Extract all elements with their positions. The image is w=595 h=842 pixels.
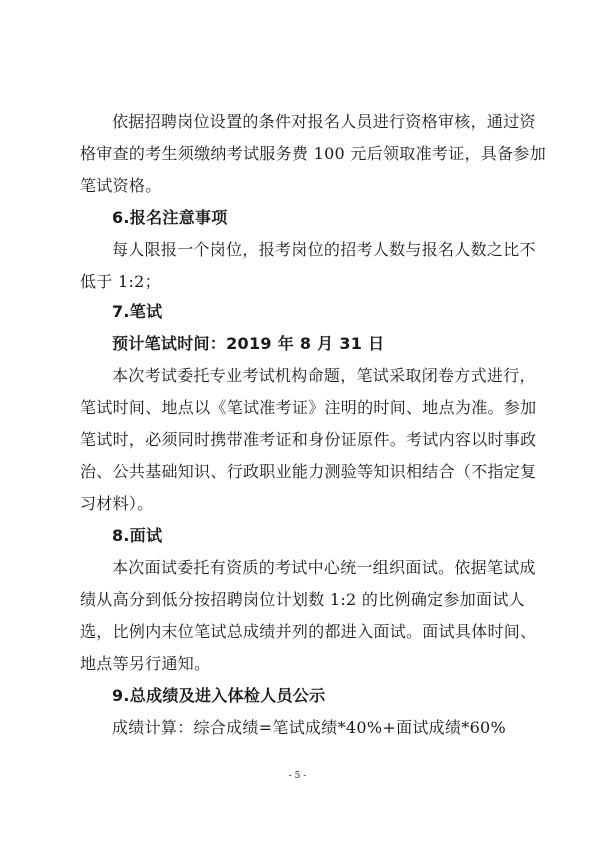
paragraph-line: 每人限报一个岗位，报考岗位的招考人数与报名人数之比不 (112, 240, 536, 259)
paragraph-line: 格审查的考生须缴纳考试服务费 100 元后领取准考证，具备参加 (80, 144, 547, 163)
exam-date: 预计笔试时间：2019 年 8 月 31 日 (112, 334, 385, 353)
paragraph-line: 本次面试委托有资质的考试中心统一组织面试。依据笔试成 (112, 558, 536, 577)
paragraph-line: 笔试资格。 (80, 176, 162, 195)
score-formula: 成绩计算：综合成绩=笔试成绩*40%+面试成绩*60% (112, 718, 507, 737)
paragraph-line: 低于 1:2； (80, 272, 161, 291)
paragraph-line: 绩从高分到低分按招聘岗位计划数 1:2 的比例确定参加面试人 (80, 590, 525, 609)
section-heading: 8.面试 (112, 526, 163, 545)
page-number: - 5 - (288, 771, 307, 781)
section-heading: 7.笔试 (112, 302, 163, 321)
paragraph-line: 本次考试委托专业考试机构命题，笔试采取闭卷方式进行， (112, 366, 536, 385)
paragraph-line: 习材料）。 (80, 494, 154, 513)
paragraph-line: 选，比例内末位笔试总成绩并列的都进入面试。面试具体时间、 (80, 622, 537, 641)
paragraph-line: 治、公共基础知识、行政职业能力测验等知识相结合（不指定复 (80, 462, 537, 481)
paragraph-line: 笔试时，必须同时携带准考证和身份证原件。考试内容以时事政 (80, 430, 537, 449)
section-heading: 6.报名注意事项 (112, 208, 228, 227)
section-heading: 9.总成绩及进入体检人员公示 (112, 686, 326, 705)
paragraph-line: 地点等另行通知。 (80, 654, 211, 673)
paragraph-line: 依据招聘岗位设置的条件对报名人员进行资格审核，通过资 (112, 112, 536, 131)
paragraph-line: 笔试时间、地点以《笔试准考证》注明的时间、地点为准。参加 (80, 398, 537, 417)
